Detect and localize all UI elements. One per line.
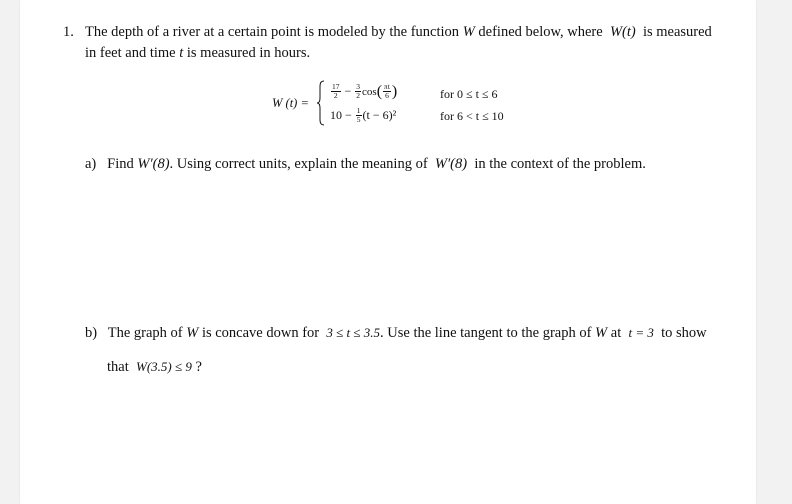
left-brace-icon xyxy=(316,80,326,126)
piecewise-row-1: $\frac{17}{2}$ − $\frac{3}{2}$ cos ( $\frac{\pi t}{6}$ ) xyxy=(332,82,398,100)
piecewise-condition-2: for 6 < t ≤ 10 xyxy=(440,109,504,123)
part-label: a) xyxy=(85,156,97,172)
derivative-expression: W′(8) xyxy=(434,156,468,172)
function-name: W (t) = xyxy=(272,96,309,110)
question-text: is measured in hours. xyxy=(186,45,311,61)
time-variable: t xyxy=(179,45,184,61)
fraction: $\frac{17}{2}$ xyxy=(332,82,340,100)
question-text: in feet and time xyxy=(85,45,176,61)
cos-function: cos xyxy=(362,85,377,98)
function-expression: W(t) xyxy=(609,24,636,40)
part-b-line-2: that W(3.5) ≤ 9 ? xyxy=(107,359,202,375)
part-a: a) Find W′(8). Using correct units, explain the meaning of W′(8) in the context of the problem. xyxy=(85,156,646,172)
point-expression: t = 3 xyxy=(628,325,654,340)
question-text: defined below, where xyxy=(478,24,603,40)
question-number: 1. xyxy=(63,24,74,40)
document-page xyxy=(20,0,756,504)
derivative-expression: W′(8) xyxy=(137,156,170,172)
fraction: $\frac{\pi t}{6}$ xyxy=(384,82,390,100)
piecewise-row-2: 10 − $\frac{1}{5}$ (t − 6)² xyxy=(330,106,397,124)
interval-expression: 3 ≤ t ≤ 3.5 xyxy=(326,325,381,340)
question-line-1 xyxy=(85,24,712,41)
inequality-expression: W(3.5) ≤ 9 xyxy=(136,359,192,374)
function-letter: W xyxy=(462,24,475,40)
fraction: $\frac{1}{5}$ xyxy=(356,106,361,124)
question-text: The depth of a river at a certain point is modeled by the function xyxy=(85,24,460,40)
piecewise-condition-1: for 0 ≤ t ≤ 6 xyxy=(440,87,498,101)
question-text: is measured xyxy=(642,24,712,40)
piecewise-function xyxy=(272,80,532,128)
part-b: b) The graph of W is concave down for 3 ≤ t ≤ 3.5. Use the line tangent to the graph of W at t = 3 to show xyxy=(85,325,707,341)
question-line-2 xyxy=(85,45,310,62)
part-label: b) xyxy=(85,325,98,341)
fraction: $\frac{3}{2}$ xyxy=(356,82,361,100)
